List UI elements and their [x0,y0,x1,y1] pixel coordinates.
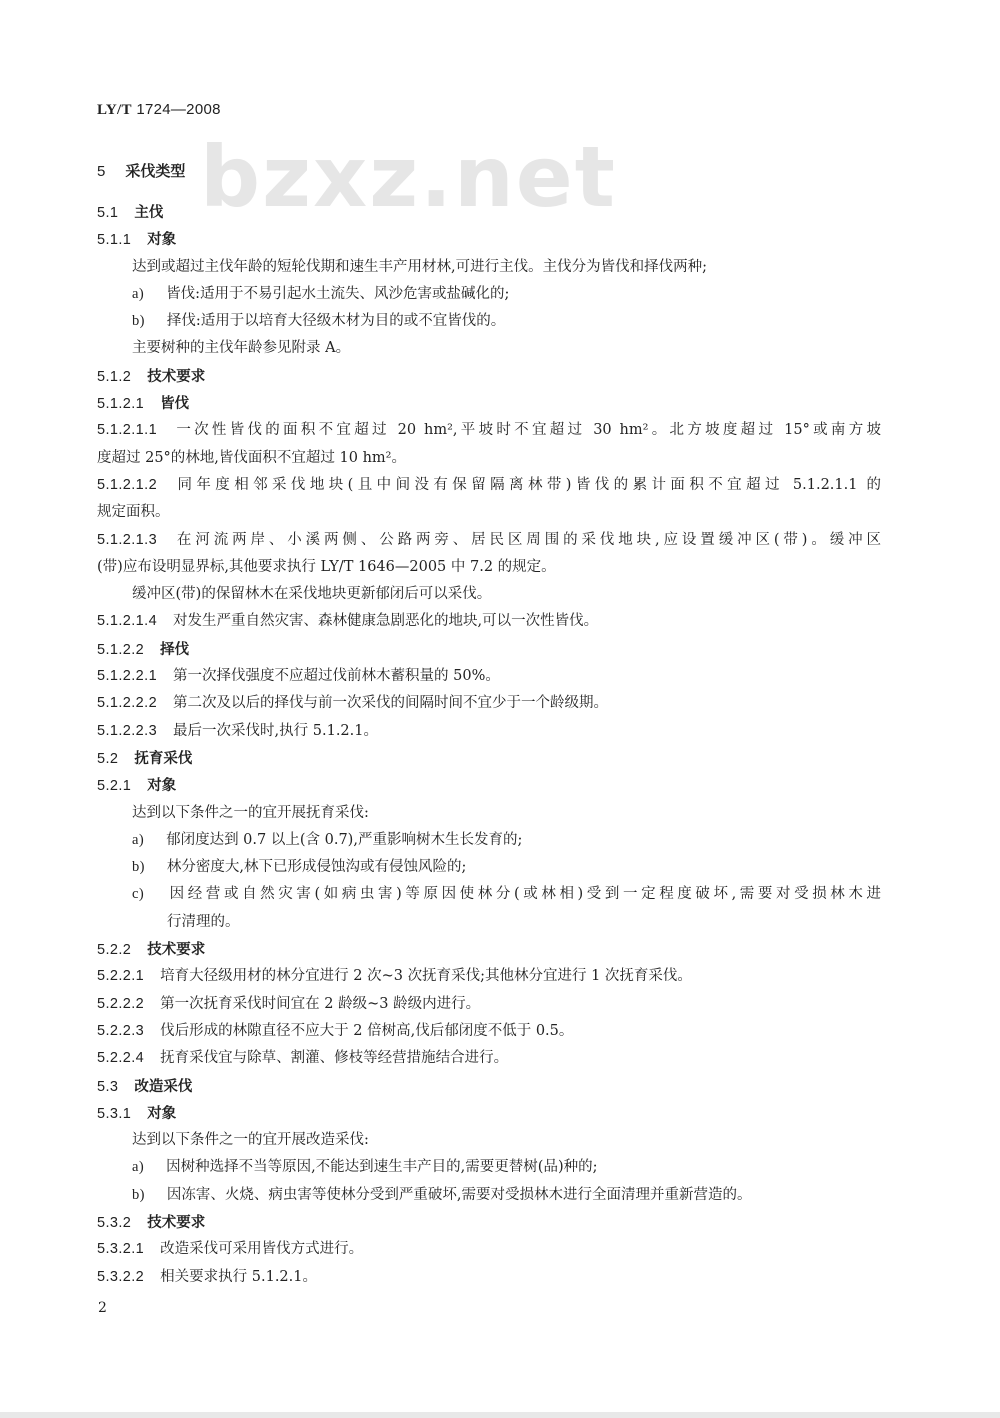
text: 同年度相邻采伐地块(且中间没有保留隔离林带)皆伐的累计面积不宜超过 5.1.2.1.1 的 [173,476,881,493]
list-label: b) [132,313,145,330]
text: 因树种选择不当等原因,不能达到速生丰产目的,需要更替树(品)种的; [166,1159,598,1176]
heading-title: 改造采伐 [134,1077,193,1095]
page-number: 2 [98,1300,107,1316]
text: 郁闭度达到 0.7 以上(含 0.7),严重影响树木生长发育的; [166,831,523,848]
clause [97,608,881,635]
heading-title: 主伐 [134,204,164,221]
paragraph [97,254,881,281]
section-heading [97,772,881,799]
list-item [97,1182,881,1209]
text: 达到以下条件之一的宜开展抚育采伐: [132,804,369,821]
section-heading [97,636,881,663]
section-heading [97,1209,881,1236]
clause-number: 5.3.2 [97,1214,132,1231]
heading-title: 技术要求 [147,941,206,959]
clause-number: 5.3 [97,1078,119,1095]
text: (带)应布设明显界标,其他要求执行 LY/T 1646—2005 中 7.2 的规定。 [97,558,556,575]
text: 最后一次采伐时,执行 5.1.2.1。 [173,722,378,739]
clause-number: 5.1.2.1.4 [97,613,158,630]
section-heading [97,363,881,390]
clause-number: 5.1.2.2.1 [97,668,158,685]
paragraph [97,800,881,827]
clause-number: 5.1.2.2 [97,641,145,658]
heading-title: 技术要求 [147,367,206,385]
section-heading [97,199,881,226]
clause [97,1018,881,1045]
clause-continuation [97,554,881,581]
clause [97,417,881,444]
heading-title: 对象 [147,231,177,249]
clause-number: 5.1.2.2.2 [97,695,158,712]
clause-number: 5.2.2.4 [97,1050,145,1067]
clause [97,718,881,745]
clause-number: 5.3.1 [97,1105,132,1122]
heading-title: 抚育采伐 [134,749,193,767]
clause-continuation [97,499,881,526]
standard-number [97,101,221,119]
text: 因冻害、火烧、病虫害等使林分受到严重破坏,需要对受损林木进行全面清理并重新营造的。 [166,1186,752,1203]
list-item [97,854,881,881]
text: 第二次及以后的择伐与前一次采伐的间隔时间不宜少于一个龄级期。 [173,695,609,712]
section-heading [97,226,881,253]
clause-number: 5.1.2.1.2 [97,476,158,493]
text: 达到以下条件之一的宜开展改造采伐: [132,1132,369,1149]
clause-number: 5.1.2 [97,368,132,385]
text: 度超过 25°的林地,皆伐面积不宜超过 10 hm²。 [97,449,406,466]
section-heading [97,936,881,963]
list-label: a) [132,831,145,848]
document-body [97,199,881,1291]
text: 伐后形成的林隙直径不应大于 2 倍树高,伐后郁闭度不低于 0.5。 [160,1022,574,1039]
text: 行清理的。 [167,913,240,930]
clause [97,1045,881,1072]
list-label: b) [132,1186,145,1203]
heading-title: 择伐 [160,640,190,658]
list-label: b) [132,859,145,876]
clause [97,1264,881,1291]
list-item [97,827,881,854]
text: 第一次抚育采伐时间宜在 2 龄级~3 龄级内进行。 [160,995,481,1012]
list-item [97,281,881,308]
clause [97,690,881,717]
heading-title: 对象 [147,1104,177,1122]
list-label: c) [132,886,145,903]
chapter-title: 采伐类型 [125,162,186,180]
text: 择伐:适用于以培育大径级木材为目的或不宜皆伐的。 [166,313,506,330]
section-heading [97,390,881,417]
text: 在河流两岸、小溪两侧、公路两旁、居民区周围的采伐地块,应设置缓冲区(带)。缓冲区 [173,531,881,548]
clause-number: 5.2.1 [97,778,132,795]
page-bottom-edge [0,1412,1000,1418]
text: 达到或超过主伐年龄的短轮伐期和速生丰产用材林,可进行主伐。主伐分为皆伐和择伐两种; [132,258,707,275]
text: 规定面积。 [97,504,170,521]
list-label: a) [132,1159,145,1176]
paragraph [97,581,881,608]
list-item [97,1154,881,1181]
list-label: a) [132,285,145,302]
section-heading [97,745,881,772]
clause-number: 5.1 [97,205,119,221]
clause-number: 5.2 [97,750,119,767]
section-heading [97,1073,881,1100]
clause [97,1236,881,1263]
text: 抚育采伐宜与除草、割灌、修枝等经营措施结合进行。 [160,1050,509,1067]
chapter-number: 5 [97,163,106,180]
text: 相关要求执行 5.1.2.1。 [160,1268,317,1285]
text: 培育大径级用材的林分宜进行 2 次~3 次抚育采伐;其他林分宜进行 1 次抚育采伐。 [160,968,692,985]
clause [97,527,881,554]
clause-number: 5.2.2.3 [97,1022,145,1039]
clause [97,991,881,1018]
watermark: bzxz.net [200,128,617,226]
clause-continuation [97,445,881,472]
clause-number: 5.2.2.1 [97,968,145,985]
clause-number: 5.1.2.2.3 [97,722,158,739]
clause-number: 5.3.2.1 [97,1241,145,1258]
text: 林分密度大,林下已形成侵蚀沟或有侵蚀风险的; [166,859,467,876]
clause-number: 5.1.2.1.3 [97,531,158,548]
clause-number: 5.1.2.1.1 [97,422,158,439]
clause-number: 5.1.2.1 [97,396,145,413]
list-item [97,308,881,335]
clause [97,472,881,499]
clause-number: 5.3.2.2 [97,1268,145,1285]
text: 第一次择伐强度不应超过伐前林木蓄积量的 50%。 [173,668,500,685]
clause-number: 5.1.1 [97,232,132,249]
text: 主要树种的主伐年龄参见附录 A。 [132,340,351,357]
text: 对发生严重自然灾害、森林健康急剧恶化的地块,可以一次性皆伐。 [173,613,599,630]
standard-prefix: LY/T [97,102,132,118]
text: 因经营或自然灾害(如病虫害)等原因使林分(或林相)受到一定程度破坏,需要对受损林木进 [166,886,881,903]
text: 改造采伐可采用皆伐方式进行。 [160,1241,364,1258]
paragraph [97,335,881,362]
text: 皆伐:适用于不易引起水土流失、风沙危害或盐碱化的; [166,285,510,302]
text: 一次性皆伐的面积不宜超过 20 hm²,平坡时不宜超过 30 hm²。北方坡度超过 15°或南方坡 [173,422,881,439]
list-item [97,881,881,908]
standard-code: 1724—2008 [136,101,221,118]
heading-title: 对象 [147,777,177,795]
heading-title: 皆伐 [160,395,190,413]
clause [97,663,881,690]
clause-number: 5.2.2.2 [97,995,145,1012]
chapter-heading [97,160,185,181]
list-item-continuation [97,909,881,936]
text: 缓冲区(带)的保留林木在采伐地块更新郁闭后可以采伐。 [132,586,492,603]
paragraph [97,1127,881,1154]
section-heading [97,1100,881,1127]
clause-number: 5.2.2 [97,942,132,959]
clause [97,963,881,990]
heading-title: 技术要求 [147,1213,206,1231]
